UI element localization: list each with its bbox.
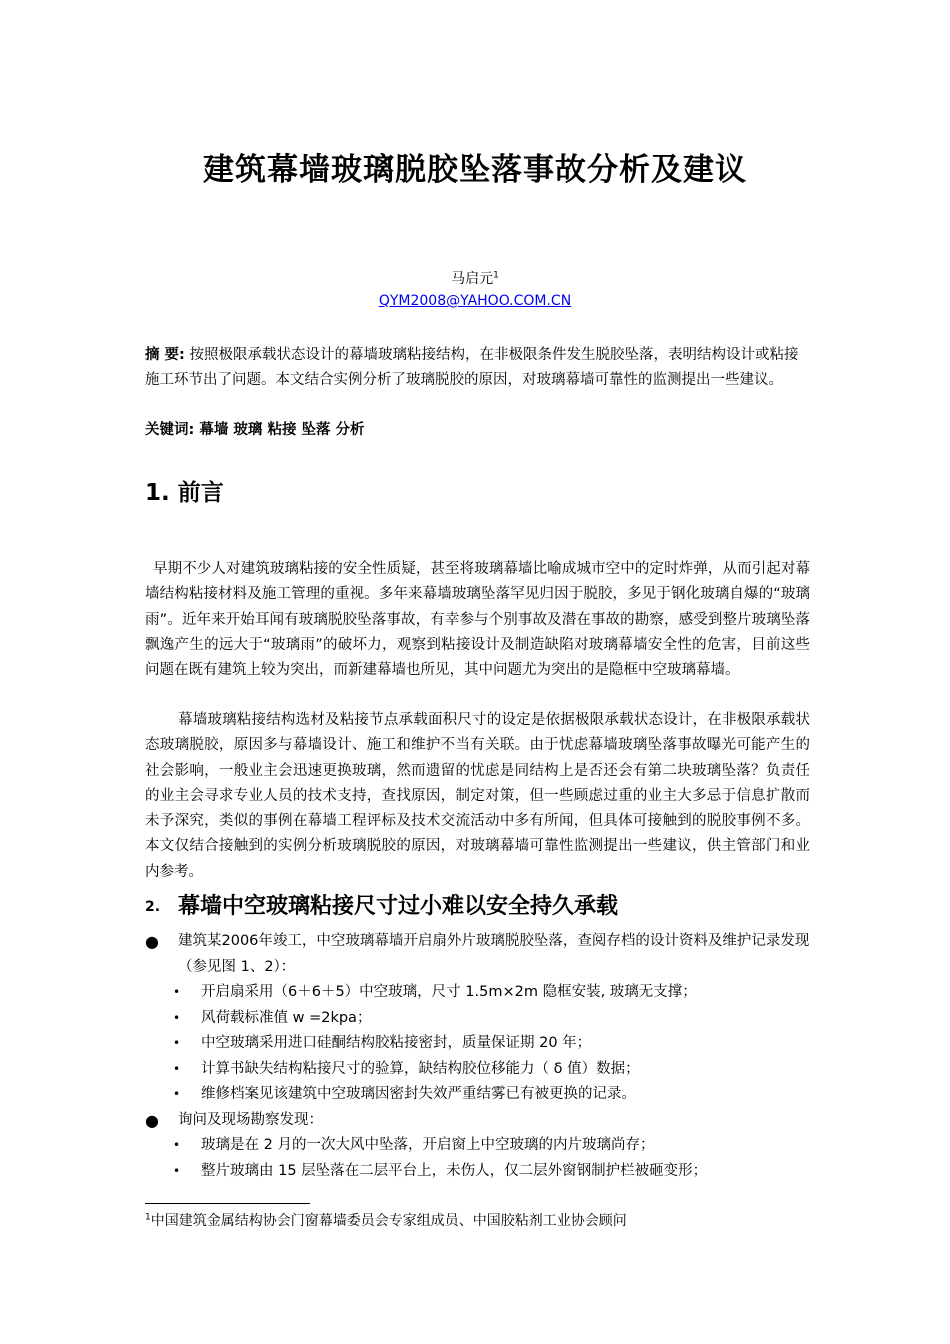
- keywords: 关键词: 幕墙 玻璃 粘接 坠落 分析: [145, 422, 365, 438]
- section-heading-preface: 1. 前言: [145, 480, 224, 506]
- email-link[interactable]: QYM2008@YAHOO.COM.CN: [378, 293, 572, 309]
- small-dot-bullet-icon: •: [173, 1087, 181, 1101]
- section-heading-2: [145, 889, 618, 920]
- sub-list-item: • 整片玻璃由 15 层坠落在二层平台上，未伤人，仅二层外窗钢制护栏被砸变形；: [145, 1159, 810, 1185]
- small-dot-bullet-icon: •: [173, 1163, 181, 1178]
- sub-list-item: • 风荷载标准值 w =2kpa；: [145, 1006, 810, 1032]
- sub-list-item: • 中空玻璃采用进口硅酮结构胶粘接密封，质量保证期 20 年；: [145, 1031, 810, 1057]
- small-dot-bullet-icon: •: [173, 1036, 181, 1050]
- paragraph: 幕墙玻璃粘接结构选材及粘接节点承载面积尺寸的设定是依据极限承载状态设计，在非极限承载状态玻璃脱胶，原因多与幕墙设计、施工和维护不当有关联。由于忧虑幕墙玻璃坠落事故曝光可能产生的社会影响，一般业主会迅速更换玻璃，然而遗留的忧虑是同结构上是否还会有第二块玻璃坠落？负责任的业主会寻求专业人员的技术支持，查找原因，制定对策，但一些顾虑过重的业主大多忌于信息扩散而未予深究，类似的事例在幕墙工程评标及技术交流活动中多有所闻，但具体可接触到的脱胶事例不多。本文仅结合接触到的实例分析玻璃脱胶的原因，对玻璃幕墙可靠性监测提出一些建议，供主管部门和业内参考。: [145, 712, 810, 880]
- small-dot-bullet-icon: •: [173, 1138, 181, 1152]
- footnote: [145, 1210, 627, 1230]
- list-item: ● 建筑某2006年竣工，中空玻璃幕墙开启扇外片玻璃脱胶坠落，查阅存档的设计资料及维护记录发现（参见图 1、2）：: [145, 929, 810, 980]
- sub-list-item: • 玻璃是在 2 月的一次大风中坠落，开启窗上中空玻璃的内片玻璃尚存；: [145, 1133, 810, 1159]
- sub-list-item: • 维修档案见该建筑中空玻璃因密封失效严重结雾已有被更换的记录。: [145, 1082, 810, 1108]
- small-dot-bullet-icon: •: [173, 1010, 181, 1025]
- sub-list-item: • 开启扇采用（6＋6＋5）中空玻璃，尺寸 1.5m×2m 隐框安装, 玻璃无支撑；: [145, 980, 810, 1006]
- section-title: 幕墙中空玻璃粘接尺寸过小难以安全持久承载: [178, 894, 619, 919]
- sub-list-item: • 计算书缺失结构粘接尺寸的验算，缺结构胶位移能力（ δ 值）数据；: [145, 1057, 810, 1083]
- author-footnote-mark: 1: [493, 270, 499, 281]
- footnote-mark: 1: [145, 1212, 151, 1223]
- document-title: 建筑幕墙玻璃脱胶坠落事故分析及建议: [203, 152, 747, 188]
- author-name: 马启元: [451, 271, 494, 287]
- abstract-label: 摘 要:: [145, 347, 185, 363]
- list-item: ● 询问及现场勘察发现：: [145, 1108, 810, 1134]
- author-line: [0, 268, 950, 288]
- filled-circle-bullet-icon: ●: [145, 1110, 159, 1130]
- filled-circle-bullet-icon: ●: [145, 932, 159, 951]
- abstract-text: 按照极限承载状态设计的幕墙玻璃粘接结构，在非极限条件发生脱胶坠落，表明结构设计或粘接施工环节出了问题。本文结合实例分析了玻璃脱胶的原因，对玻璃幕墙可靠性的监测提出一些建议。: [145, 347, 799, 388]
- abstract: [145, 343, 810, 393]
- footnote-text: 中国建筑金属结构协会门窗幕墙委员会专家组成员、中国胶粘剂工业协会顾问: [150, 1213, 627, 1229]
- author-email: [0, 293, 950, 309]
- section-number: 2.: [145, 899, 161, 915]
- footnote-divider: [145, 1203, 310, 1204]
- bullet-list: [145, 929, 810, 1184]
- paragraph: 早期不少人对建筑玻璃粘接的安全性质疑，甚至将玻璃幕墙比喻成城市空中的定时炸弹，从而引起对幕墙结构粘接材料及施工管理的重视。多年来幕墙玻璃坠落罕见归因于脱胶，多见于钢化玻璃自爆的“玻璃雨”。近年来开始耳闻有玻璃脱胶坠落事故，有幸参与个别事故及潜在事故的勘察，感受到整片玻璃坠落飘逸产生的远大于“玻璃雨”的破坏力，观察到粘接设计及制造缺陷对玻璃幕墙安全性的危害，目前这些问题在既有建筑上较为突出，而新建幕墙也所见，其中问题尤为突出的是隐框中空玻璃幕墙。: [145, 561, 810, 679]
- small-dot-bullet-icon: •: [173, 1061, 181, 1076]
- small-dot-bullet-icon: •: [173, 985, 181, 999]
